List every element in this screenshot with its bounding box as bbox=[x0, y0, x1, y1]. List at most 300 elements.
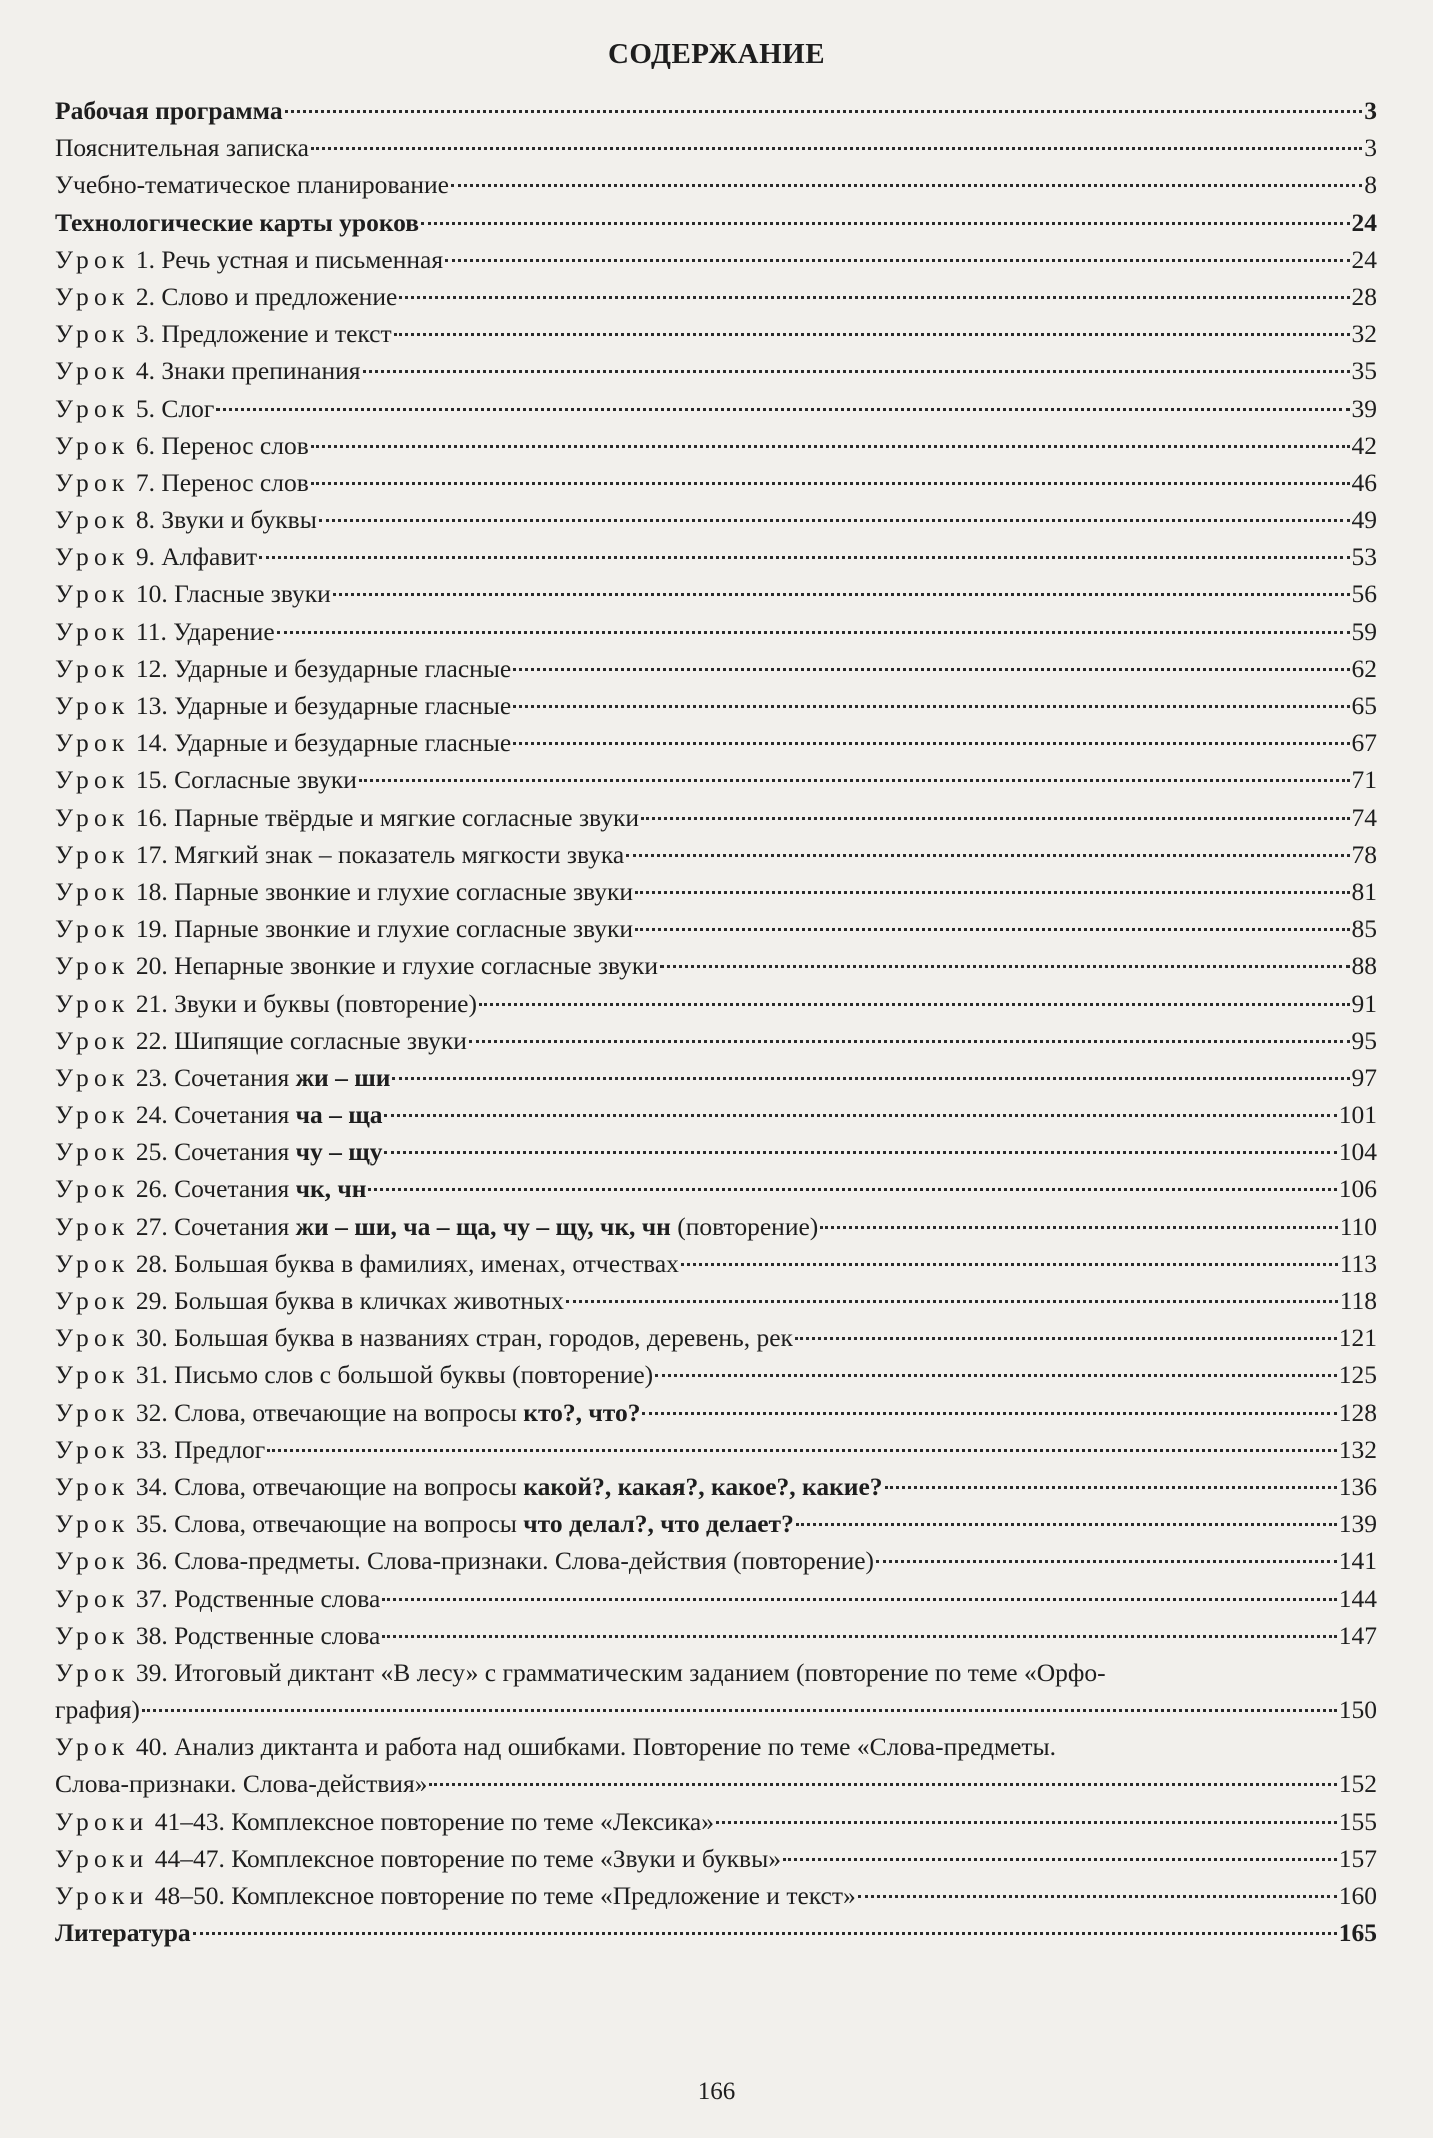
entry-title bbox=[55, 985, 477, 1022]
entry-title bbox=[55, 1356, 653, 1393]
entry-text: Пояснительная записка bbox=[55, 133, 309, 163]
toc-entry bbox=[55, 538, 1377, 575]
entry-text: 14. Ударные и безударные гласные bbox=[135, 728, 512, 758]
entry-page-number: 110 bbox=[1339, 1211, 1377, 1241]
lesson-label: Уроки bbox=[55, 1806, 149, 1836]
entry-page-number: 3 bbox=[1364, 133, 1377, 163]
entry-text: (повторение) bbox=[670, 1211, 819, 1241]
lesson-label: Урок bbox=[55, 1620, 130, 1650]
entry-text: 41–43. Комплексное повторение по теме «Лексика» bbox=[154, 1806, 714, 1836]
lesson-label: Урок bbox=[55, 653, 130, 683]
entry-text: 25. Сочетания bbox=[135, 1137, 296, 1167]
entry-page-number: 65 bbox=[1351, 691, 1377, 720]
toc-entry bbox=[55, 650, 1377, 687]
entry-text: 9. Алфавит bbox=[135, 542, 258, 572]
entry-page-number: 101 bbox=[1338, 1100, 1377, 1130]
entry-title bbox=[55, 1765, 427, 1802]
dot-leader bbox=[641, 817, 1350, 820]
toc-entry bbox=[55, 501, 1377, 538]
lesson-label: Урок bbox=[55, 393, 130, 423]
entry-title bbox=[55, 1208, 818, 1245]
toc-entry bbox=[55, 1170, 1377, 1207]
toc-entry bbox=[55, 1580, 1377, 1617]
entry-title bbox=[55, 1542, 874, 1579]
dot-leader bbox=[311, 482, 1350, 485]
toc-entry bbox=[55, 761, 1377, 798]
toc-entry bbox=[55, 1542, 1377, 1579]
entry-text: кто?, что? bbox=[523, 1397, 641, 1427]
dot-leader bbox=[635, 891, 1349, 894]
lesson-label: Урок bbox=[55, 691, 130, 720]
entry-text: 2. Слово и предложение bbox=[135, 281, 398, 311]
entry-title bbox=[55, 1431, 265, 1468]
lesson-label: Урок bbox=[55, 1323, 130, 1353]
entry-title bbox=[55, 1282, 564, 1319]
entry-title bbox=[55, 1654, 1106, 1691]
entry-page-number: 81 bbox=[1351, 876, 1377, 906]
entry-text: 44–47. Комплексное повторение по теме «Звуки и буквы» bbox=[154, 1843, 781, 1873]
entry-text: 4. Знаки препинания bbox=[135, 356, 361, 386]
lesson-label: Урок bbox=[55, 281, 130, 311]
entry-title bbox=[55, 1580, 380, 1617]
entry-text: 5. Слог bbox=[135, 393, 215, 423]
lesson-label: Урок bbox=[55, 579, 130, 609]
dot-leader bbox=[513, 705, 1349, 708]
dot-leader bbox=[216, 408, 1349, 411]
entry-page-number: 139 bbox=[1338, 1509, 1377, 1539]
entry-text: 29. Большая буква в кличках животных bbox=[135, 1286, 564, 1315]
dot-leader bbox=[359, 779, 1350, 782]
dot-leader bbox=[635, 928, 1349, 931]
entry-text: 1. Речь устная и письменная bbox=[135, 244, 444, 274]
lesson-label: Урок bbox=[55, 1732, 130, 1762]
entry-text: 22. Шипящие согласные звуки bbox=[135, 1025, 467, 1055]
entry-title bbox=[55, 352, 361, 389]
entry-text: Рабочая программа bbox=[55, 96, 283, 125]
entry-title bbox=[55, 761, 357, 798]
dot-leader bbox=[885, 1486, 1337, 1489]
toc-entry bbox=[55, 1282, 1377, 1319]
toc-entry bbox=[55, 1468, 1377, 1505]
lesson-label: Урок bbox=[55, 1434, 130, 1464]
lesson-label: Урок bbox=[55, 1657, 130, 1687]
entry-page-number: 42 bbox=[1351, 430, 1377, 460]
toc-entry bbox=[55, 1394, 1377, 1431]
toc-entry bbox=[55, 947, 1377, 984]
toc-entry bbox=[55, 873, 1377, 910]
dot-leader bbox=[394, 333, 1350, 336]
toc-entry bbox=[55, 1319, 1377, 1356]
dot-leader bbox=[382, 1598, 1336, 1601]
lesson-label: Урок bbox=[55, 244, 130, 274]
toc-entry bbox=[55, 575, 1377, 612]
entry-title bbox=[55, 1059, 390, 1096]
toc-entry bbox=[55, 352, 1377, 389]
dot-leader bbox=[876, 1560, 1337, 1563]
entry-text: 15. Согласные звуки bbox=[135, 765, 357, 795]
toc-entry bbox=[55, 1059, 1377, 1096]
dot-leader bbox=[451, 184, 1362, 187]
toc-entry bbox=[55, 1803, 1377, 1840]
entry-text: 36. Слова-предметы. Слова-признаки. Слова-действия (повторение) bbox=[135, 1546, 875, 1576]
entry-title bbox=[55, 947, 658, 984]
entry-title bbox=[55, 241, 443, 278]
entry-text: 37. Родственные слова bbox=[135, 1583, 381, 1613]
dot-leader bbox=[820, 1226, 1337, 1229]
entry-title bbox=[55, 613, 275, 650]
lesson-label: Урок bbox=[55, 1397, 130, 1427]
entry-text: 26. Сочетания bbox=[135, 1174, 296, 1204]
page-number: 166 bbox=[697, 2078, 736, 2105]
toc-entry bbox=[55, 1728, 1377, 1765]
toc-entry bbox=[55, 724, 1377, 761]
lesson-label: Урок bbox=[55, 542, 130, 572]
dot-leader bbox=[796, 1523, 1337, 1526]
entry-text: 17. Мягкий знак – показатель мягкости звука bbox=[135, 839, 625, 869]
entry-title bbox=[55, 799, 639, 836]
dot-leader bbox=[311, 147, 1362, 150]
entry-page-number: 136 bbox=[1338, 1471, 1377, 1501]
dot-leader bbox=[795, 1337, 1337, 1340]
toc-entry bbox=[55, 1617, 1377, 1654]
dot-leader bbox=[421, 222, 1349, 225]
entry-page-number: 91 bbox=[1351, 988, 1377, 1018]
entry-page-number: 152 bbox=[1338, 1769, 1377, 1799]
entry-text: 38. Родственные слова bbox=[135, 1620, 381, 1650]
entry-title bbox=[55, 687, 511, 724]
entry-title bbox=[55, 278, 397, 315]
toc-entry bbox=[55, 1914, 1377, 1951]
dot-leader bbox=[319, 519, 1350, 522]
entry-title bbox=[55, 1728, 1056, 1765]
toc-entry bbox=[55, 390, 1377, 427]
entry-text: Слова-признаки. Слова-действия» bbox=[55, 1769, 428, 1799]
lesson-label: Урок bbox=[55, 1211, 130, 1241]
entry-page-number: 56 bbox=[1351, 579, 1377, 609]
lesson-label: Урок bbox=[55, 356, 130, 386]
entry-title bbox=[55, 501, 317, 538]
entry-title bbox=[55, 1617, 380, 1654]
toc-entry bbox=[55, 241, 1377, 278]
dot-leader bbox=[626, 854, 1349, 857]
entry-page-number: 118 bbox=[1339, 1286, 1377, 1315]
toc-entry bbox=[55, 464, 1377, 501]
dot-leader bbox=[311, 445, 1350, 448]
toc-entry bbox=[55, 836, 1377, 873]
entry-text: 10. Гласные звуки bbox=[135, 579, 331, 609]
toc-entry-continuation bbox=[55, 1691, 1377, 1728]
entry-page-number: 32 bbox=[1351, 319, 1377, 349]
entry-page-number: 95 bbox=[1351, 1025, 1377, 1055]
entry-text: какой?, какая?, какое?, какие? bbox=[523, 1471, 883, 1501]
entry-page-number: 106 bbox=[1338, 1174, 1377, 1204]
entry-page-number: 113 bbox=[1339, 1248, 1377, 1278]
entry-page-number: 141 bbox=[1338, 1546, 1377, 1576]
toc-entry bbox=[55, 687, 1377, 724]
entry-text: чк, чн bbox=[295, 1174, 367, 1204]
entry-page-number: 128 bbox=[1338, 1397, 1377, 1427]
toc-entry bbox=[55, 1877, 1377, 1914]
entry-title bbox=[55, 1133, 382, 1170]
lesson-label: Урок bbox=[55, 1137, 130, 1167]
toc-entry bbox=[55, 278, 1377, 315]
dot-leader bbox=[384, 1114, 1336, 1117]
dot-leader bbox=[363, 370, 1350, 373]
entry-page-number: 155 bbox=[1338, 1806, 1377, 1836]
entry-text: 31. Письмо слов с большой буквы (повторение) bbox=[135, 1360, 654, 1390]
lesson-label: Урок bbox=[55, 1025, 130, 1055]
entry-text: 35. Слова, отвечающие на вопросы bbox=[135, 1509, 524, 1539]
entry-title bbox=[55, 1803, 714, 1840]
dot-leader bbox=[858, 1895, 1337, 1898]
entry-page-number: 28 bbox=[1351, 281, 1377, 311]
entry-title bbox=[55, 1245, 679, 1282]
entry-page-number: 35 bbox=[1351, 356, 1377, 386]
entry-title bbox=[55, 1096, 382, 1133]
entry-title bbox=[55, 538, 257, 575]
entry-text: 16. Парные твёрдые и мягкие согласные звуки bbox=[135, 802, 639, 832]
lesson-label: Урок bbox=[55, 1546, 130, 1576]
entry-text: 6. Перенос слов bbox=[135, 430, 309, 460]
toc-entry bbox=[55, 204, 1377, 241]
entry-page-number: 46 bbox=[1351, 467, 1377, 497]
lesson-label: Урок bbox=[55, 728, 130, 758]
entry-text: 48–50. Комплексное повторение по теме «Предложение и текст» bbox=[154, 1881, 856, 1910]
entry-text: Учебно-тематическое планирование bbox=[55, 170, 449, 200]
toc-entry bbox=[55, 427, 1377, 464]
entry-page-number: 49 bbox=[1351, 505, 1377, 535]
entry-title bbox=[55, 1319, 793, 1356]
entry-text: 12. Ударные и безударные гласные bbox=[135, 653, 512, 683]
entry-page-number: 147 bbox=[1338, 1620, 1377, 1650]
lesson-label: Урок bbox=[55, 1248, 130, 1278]
entry-title bbox=[55, 724, 511, 761]
toc-entry bbox=[55, 910, 1377, 947]
dot-leader bbox=[382, 1635, 1336, 1638]
entry-title bbox=[55, 1170, 366, 1207]
entry-text: 34. Слова, отвечающие на вопросы bbox=[135, 1471, 524, 1501]
entry-text: 3. Предложение и текст bbox=[135, 319, 392, 349]
entry-page-number: 74 bbox=[1351, 802, 1377, 832]
entry-title bbox=[55, 1468, 883, 1505]
entry-text: жи – ши, ча – ща, чу – щу, чк, чн bbox=[295, 1211, 671, 1241]
dot-leader bbox=[469, 1040, 1350, 1043]
entry-title bbox=[55, 464, 309, 501]
dot-leader bbox=[513, 742, 1349, 745]
entry-text: 11. Ударение bbox=[135, 616, 275, 646]
lesson-label: Урок bbox=[55, 1100, 130, 1130]
entry-title bbox=[55, 1022, 467, 1059]
entry-page-number: 3 bbox=[1364, 96, 1377, 125]
lesson-label: Уроки bbox=[55, 1881, 149, 1910]
toc-entry bbox=[55, 315, 1377, 352]
toc-entry bbox=[55, 1245, 1377, 1282]
entry-title bbox=[55, 390, 214, 427]
toc-entry bbox=[55, 1505, 1377, 1542]
toc-entry bbox=[55, 92, 1377, 129]
toc-entry bbox=[55, 1431, 1377, 1468]
entry-title bbox=[55, 910, 633, 947]
entry-text: 40. Анализ диктанта и работа над ошибками. Повторение по теме «Слова-предметы. bbox=[135, 1732, 1057, 1762]
entry-text: ча – ща bbox=[295, 1100, 383, 1130]
toc-entry bbox=[55, 985, 1377, 1022]
entry-page-number: 78 bbox=[1351, 839, 1377, 869]
toc-entry bbox=[55, 613, 1377, 650]
entry-title bbox=[55, 1691, 140, 1728]
entry-title bbox=[55, 315, 392, 352]
entry-text: 8. Звуки и буквы bbox=[135, 505, 317, 535]
dot-leader bbox=[783, 1858, 1337, 1861]
toc-entry bbox=[55, 1208, 1377, 1245]
entry-title bbox=[55, 1840, 781, 1877]
dot-leader bbox=[716, 1821, 1337, 1824]
dot-leader bbox=[479, 1003, 1350, 1006]
dot-leader bbox=[566, 1300, 1338, 1303]
toc-entry bbox=[55, 1356, 1377, 1393]
toc-entry bbox=[55, 129, 1377, 166]
entry-text: 21. Звуки и буквы (повторение) bbox=[135, 988, 477, 1018]
toc-entry bbox=[55, 799, 1377, 836]
entry-text: 28. Большая буква в фамилиях, именах, отчествах bbox=[135, 1248, 679, 1278]
toc-entry bbox=[55, 166, 1377, 203]
entry-title bbox=[55, 204, 419, 241]
lesson-label: Урок bbox=[55, 876, 130, 906]
entry-title bbox=[55, 1505, 794, 1542]
entry-page-number: 67 bbox=[1351, 728, 1377, 758]
dot-leader bbox=[333, 593, 1350, 596]
page-title: СОДЕРЖАНИЕ bbox=[607, 38, 826, 70]
entry-text: 24. Сочетания bbox=[135, 1100, 296, 1130]
entry-title bbox=[55, 1877, 856, 1914]
dot-leader bbox=[681, 1263, 1338, 1266]
toc-entry bbox=[55, 1096, 1377, 1133]
entry-page-number: 150 bbox=[1338, 1695, 1377, 1725]
entry-text: 32. Слова, отвечающие на вопросы bbox=[135, 1397, 524, 1427]
entry-page-number: 157 bbox=[1338, 1843, 1377, 1873]
entry-page-number: 24 bbox=[1351, 207, 1377, 237]
dot-leader bbox=[193, 1932, 1337, 1935]
entry-page-number: 53 bbox=[1351, 542, 1377, 572]
lesson-label: Урок bbox=[55, 1509, 130, 1539]
entry-page-number: 97 bbox=[1351, 1062, 1377, 1092]
dot-leader bbox=[642, 1412, 1336, 1415]
entry-text: 13. Ударные и безударные гласные bbox=[135, 691, 512, 720]
dot-leader bbox=[399, 296, 1349, 299]
dot-leader bbox=[392, 1077, 1349, 1080]
entry-text: 30. Большая буква в названиях стран, городов, деревень, рек bbox=[135, 1323, 793, 1353]
lesson-label: Урок bbox=[55, 951, 130, 981]
lesson-label: Урок bbox=[55, 1062, 130, 1092]
lesson-label: Урок bbox=[55, 616, 130, 646]
entry-page-number: 71 bbox=[1351, 765, 1377, 795]
entry-page-number: 125 bbox=[1338, 1360, 1377, 1390]
entry-title bbox=[55, 1394, 640, 1431]
dot-leader bbox=[384, 1151, 1336, 1154]
entry-text: 19. Парные звонкие и глухие согласные звуки bbox=[135, 914, 634, 944]
toc-entry bbox=[55, 1654, 1377, 1691]
lesson-label: Урок bbox=[55, 430, 130, 460]
entry-page-number: 160 bbox=[1338, 1881, 1377, 1910]
entry-page-number: 8 bbox=[1364, 170, 1377, 200]
entry-page-number: 24 bbox=[1351, 244, 1377, 274]
entry-text: чу – щу bbox=[295, 1137, 383, 1167]
lesson-label: Урок bbox=[55, 467, 130, 497]
entry-title bbox=[55, 129, 309, 166]
entry-title bbox=[55, 873, 633, 910]
entry-text: 27. Сочетания bbox=[135, 1211, 296, 1241]
dot-leader bbox=[368, 1188, 1336, 1191]
dot-leader bbox=[285, 110, 1363, 113]
toc-entry bbox=[55, 1840, 1377, 1877]
dot-leader bbox=[660, 965, 1350, 968]
dot-leader bbox=[445, 259, 1349, 262]
lesson-label: Уроки bbox=[55, 1843, 149, 1873]
entry-text: 33. Предлог bbox=[135, 1434, 266, 1464]
dot-leader bbox=[513, 668, 1349, 671]
entry-text: 39. Итоговый диктант «В лесу» с грамматическим заданием (повторение по теме «Орфо- bbox=[135, 1657, 1106, 1687]
table-of-contents bbox=[55, 92, 1377, 1951]
entry-text: 18. Парные звонкие и глухие согласные звуки bbox=[135, 876, 634, 906]
lesson-label: Урок bbox=[55, 802, 130, 832]
entry-text: что делал?, что делает? bbox=[523, 1509, 794, 1539]
entry-title bbox=[55, 575, 331, 612]
entry-page-number: 121 bbox=[1338, 1323, 1377, 1353]
entry-title bbox=[55, 836, 624, 873]
lesson-label: Урок bbox=[55, 1286, 130, 1315]
entry-title bbox=[55, 650, 511, 687]
entry-page-number: 104 bbox=[1338, 1137, 1377, 1167]
entry-page-number: 88 bbox=[1351, 951, 1377, 981]
entry-text: жи – ши bbox=[295, 1062, 391, 1092]
entry-page-number: 85 bbox=[1351, 914, 1377, 944]
entry-title bbox=[55, 427, 309, 464]
lesson-label: Урок bbox=[55, 1360, 130, 1390]
entry-text: Литература bbox=[55, 1918, 191, 1948]
entry-title bbox=[55, 1914, 191, 1951]
entry-text: 7. Перенос слов bbox=[135, 467, 309, 497]
entry-page-number: 132 bbox=[1338, 1434, 1377, 1464]
entry-page-number: 59 bbox=[1351, 616, 1377, 646]
entry-page-number: 39 bbox=[1351, 393, 1377, 423]
dot-leader bbox=[259, 556, 1349, 559]
dot-leader bbox=[655, 1374, 1337, 1377]
entry-page-number: 62 bbox=[1351, 653, 1377, 683]
lesson-label: Урок bbox=[55, 1174, 130, 1204]
toc-entry bbox=[55, 1022, 1377, 1059]
entry-title bbox=[55, 166, 449, 203]
entry-page-number: 165 bbox=[1338, 1918, 1377, 1948]
toc-entry bbox=[55, 1133, 1377, 1170]
entry-text: 23. Сочетания bbox=[135, 1062, 296, 1092]
dot-leader bbox=[142, 1709, 1337, 1712]
lesson-label: Урок bbox=[55, 765, 130, 795]
dot-leader bbox=[267, 1449, 1337, 1452]
dot-leader bbox=[277, 631, 1350, 634]
lesson-label: Урок bbox=[55, 505, 130, 535]
lesson-label: Урок bbox=[55, 988, 130, 1018]
dot-leader bbox=[429, 1783, 1336, 1786]
lesson-label: Урок bbox=[55, 914, 130, 944]
lesson-label: Урок bbox=[55, 839, 130, 869]
entry-text: графия) bbox=[55, 1695, 140, 1725]
entry-page-number: 144 bbox=[1338, 1583, 1377, 1613]
entry-text: 20. Непарные звонкие и глухие согласные звуки bbox=[135, 951, 658, 981]
toc-entry-continuation bbox=[55, 1765, 1377, 1802]
entry-text: Технологические карты уроков bbox=[55, 207, 420, 237]
lesson-label: Урок bbox=[55, 1471, 130, 1501]
lesson-label: Урок bbox=[55, 1583, 130, 1613]
entry-title bbox=[55, 92, 283, 129]
